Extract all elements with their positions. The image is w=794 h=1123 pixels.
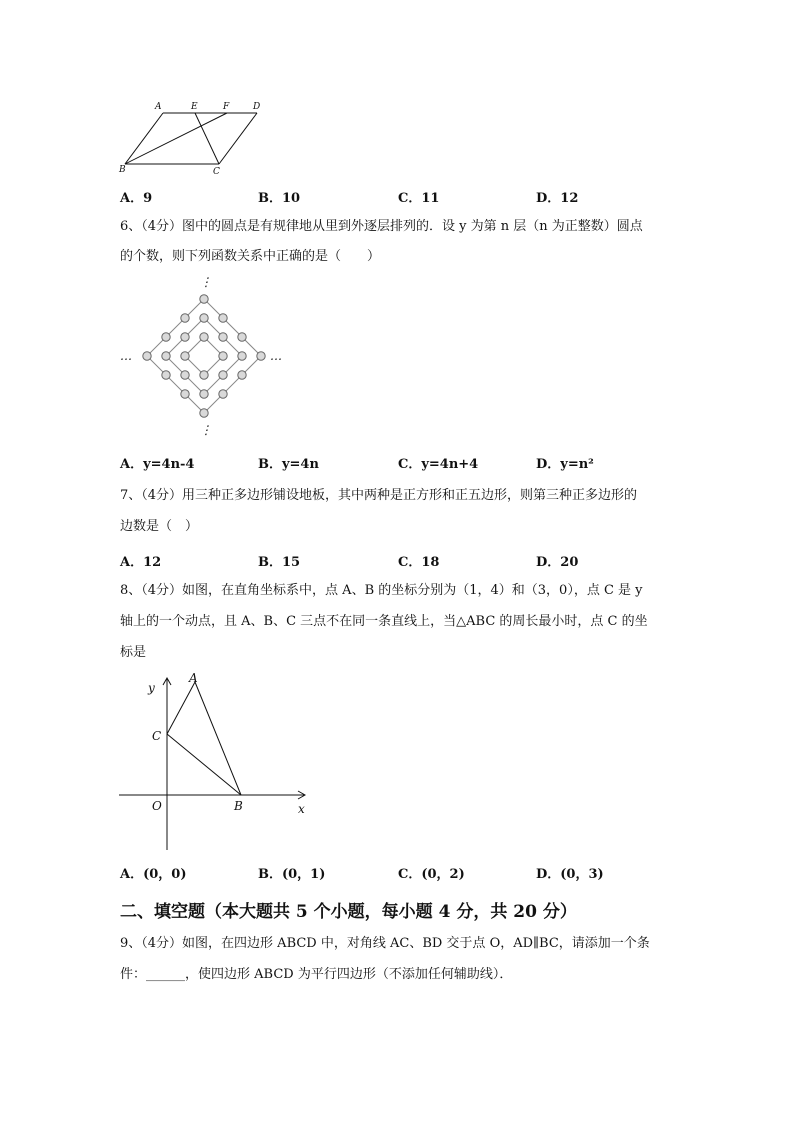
point-label-f: F <box>223 102 230 112</box>
point-label-b: B <box>119 165 126 175</box>
coordinate-figure <box>115 672 315 854</box>
q9-question-line2: 件：______，使四边形 ABCD 为平行四边形（不添加任何辅助线）． <box>120 967 513 982</box>
q6-option-c[interactable]: C．y=4n+4 <box>398 457 479 472</box>
q8-question-line3: 标是 <box>120 645 147 660</box>
q8-question-line1: 8、（4分）如图，在直角坐标系中，点 A、B 的坐标分别为（1，4）和（3，0），点 C 是 y <box>120 583 643 598</box>
q7-option-a[interactable]: A．12 <box>120 555 162 570</box>
q6-question-line2: 的个数，则下列函数关系中正确的是（ ） <box>120 249 381 264</box>
origin-label-o: O <box>152 799 162 813</box>
q7-option-b[interactable]: B．15 <box>258 555 301 570</box>
q6-option-b[interactable]: B．y=4n <box>258 457 319 472</box>
q8-option-a[interactable]: A．(0，0) <box>120 867 187 882</box>
q8-question-line2: 轴上的一个动点，且 A、B、C 三点不在同一条直线上，当△ABC 的周长最小时，点 C 的坐 <box>120 614 648 629</box>
q8-option-b[interactable]: B．(0，1) <box>258 867 326 882</box>
q7-option-c[interactable]: C．18 <box>398 555 440 570</box>
point-label-b: B <box>234 799 243 813</box>
point-label-e: E <box>191 102 198 112</box>
q5-option-b[interactable]: B．10 <box>258 191 301 206</box>
point-label-d: D <box>253 102 261 112</box>
axis-label-y: y <box>148 681 155 695</box>
point-label-c: C <box>152 729 162 743</box>
ellipsis-top: ⋮ <box>200 275 212 289</box>
point-label-a: A <box>189 672 198 685</box>
q6-option-d[interactable]: D．y=n² <box>536 457 594 472</box>
q8-option-d[interactable]: D．(0，3) <box>536 867 604 882</box>
parallelogram-figure <box>115 98 275 176</box>
q5-option-c[interactable]: C．11 <box>398 191 440 206</box>
q9-question-line1: 9、（4分）如图，在四边形 ABCD 中，对角线 AC、BD 交于点 O，AD∥BC，请添加一个条 <box>120 936 650 951</box>
q8-option-c[interactable]: C．(0，2) <box>398 867 465 882</box>
q5-option-a[interactable]: A．9 <box>120 191 153 206</box>
axis-label-x: x <box>298 802 305 816</box>
q7-question-line2: 边数是（ ） <box>120 519 199 534</box>
point-label-c: C <box>213 167 220 176</box>
q5-option-d[interactable]: D．12 <box>536 191 579 206</box>
ellipsis-right: … <box>270 349 282 363</box>
ellipsis-bottom: ⋮ <box>200 423 212 437</box>
q7-question-line1: 7、（4分）用三种正多边形铺设地板，其中两种是正方形和正五边形，则第三种正多边形的 <box>120 488 638 503</box>
point-label-a: A <box>155 102 162 112</box>
q6-question-line1: 6、（4分）图中的圆点是有规律地从里到外逐层排列的．设 y 为第 n 层（n 为正整数）圆点 <box>120 219 643 234</box>
ellipsis-left: … <box>120 349 132 363</box>
q7-option-d[interactable]: D．20 <box>536 555 579 570</box>
section-heading: 二、填空题（本大题共 5 个小题，每小题 4 分，共 20 分） <box>120 902 577 922</box>
q6-option-a[interactable]: A．y=4n-4 <box>120 457 195 472</box>
dot-layers-figure <box>118 272 290 440</box>
